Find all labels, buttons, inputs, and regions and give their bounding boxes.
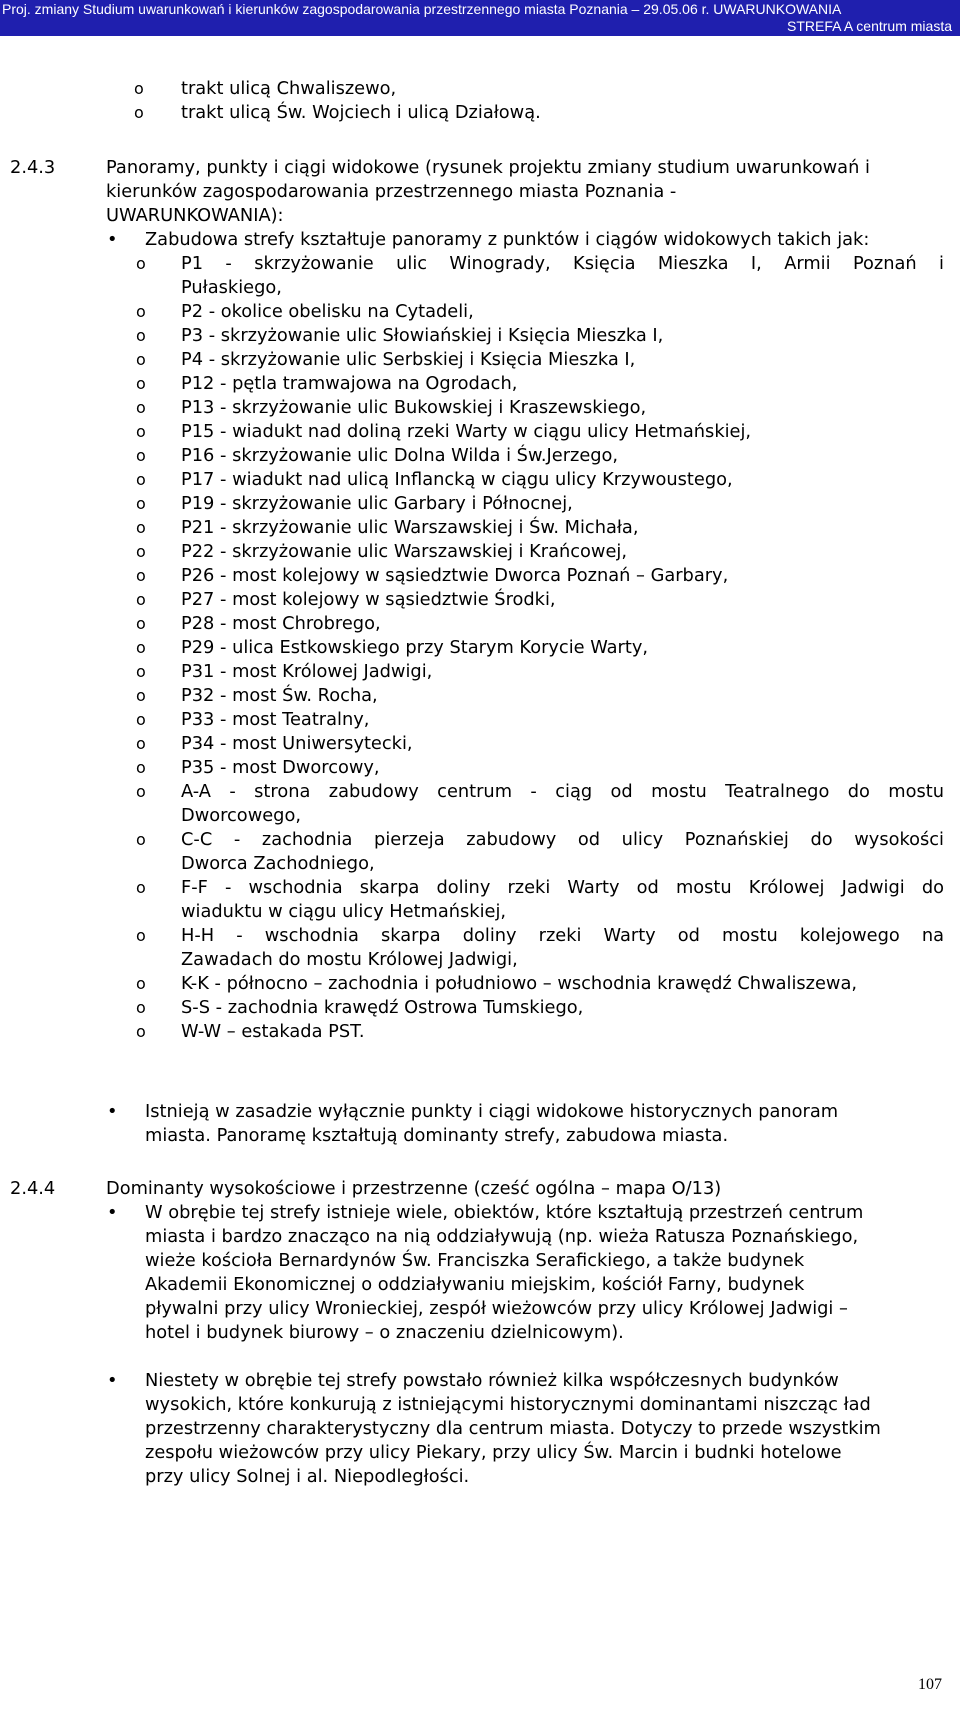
viewpoint-item: Pułaskiego,	[181, 277, 282, 298]
circle-bullet-icon: o	[136, 566, 146, 585]
viewpoint-item: C-C - zachodnia pierzeja zabudowy od ulicy Poznańskiej do wysokości	[181, 829, 944, 850]
viewpoint-item: P32 - most Św. Rocha,	[181, 685, 378, 706]
bullet-text: miasta i bardzo znacząco na nią oddziaływują (np. wieża Ratusza Poznańskiego,	[145, 1226, 859, 1247]
section-number: 2.4.3	[10, 157, 56, 178]
bullet-text: Istnieją w zasadzie wyłącznie punkty i ciągi widokowe historycznych panoram	[145, 1101, 839, 1122]
viewpoint-item: P33 - most Teatralny,	[181, 709, 370, 730]
circle-bullet-icon: o	[136, 998, 146, 1017]
bullet-text: wieże kościoła Bernardynów Św. Franciszka Serafickiego, a także budynek	[145, 1250, 805, 1271]
viewpoint-item: P4 - skrzyżowanie ulic Serbskiej i Księcia Mieszka I,	[181, 349, 636, 370]
viewpoint-item: P21 - skrzyżowanie ulic Warszawskiej i Św. Michała,	[181, 517, 639, 538]
circle-bullet-icon: o	[136, 326, 146, 345]
viewpoint-item: P13 - skrzyżowanie ulic Bukowskiej i Kraszewskiego,	[181, 397, 647, 418]
viewpoint-item: P16 - skrzyżowanie ulic Dolna Wilda i Św.Jerzego,	[181, 445, 619, 466]
header-zone-label: STREFA A centrum miasta	[787, 18, 952, 34]
viewpoint-item: P2 - okolice obelisku na Cytadeli,	[181, 301, 474, 322]
circle-bullet-icon: o	[134, 103, 144, 122]
bullet-text: pływalni przy ulicy Wronieckiej, zespół wieżowców przy ulicy Królowej Jadwigi –	[145, 1298, 848, 1319]
section-heading: Panoramy, punkty i ciągi widokowe (rysunek projektu zmiany studium uwarunkowań i	[106, 157, 870, 178]
circle-bullet-icon: o	[136, 830, 146, 849]
bullet-icon: •	[107, 1202, 118, 1223]
viewpoint-item: P3 - skrzyżowanie ulic Słowiańskiej i Księcia Mieszka I,	[181, 325, 664, 346]
circle-bullet-icon: o	[136, 302, 146, 321]
circle-bullet-icon: o	[136, 422, 146, 441]
section-heading: UWARUNKOWANIA):	[106, 205, 284, 226]
bullet-icon: •	[107, 1370, 118, 1391]
section-number: 2.4.4	[10, 1178, 56, 1199]
bullet-icon: •	[107, 1101, 118, 1122]
viewpoint-item: A-A - strona zabudowy centrum - ciąg od mostu Teatralnego do mostu	[181, 781, 944, 802]
viewpoint-item: P26 - most kolejowy w sąsiedztwie Dworca Poznań – Garbary,	[181, 565, 729, 586]
circle-bullet-icon: o	[136, 470, 146, 489]
bullet-text: Akademii Ekonomicznej o oddziaływaniu miejskim, kościół Farny, budynek	[145, 1274, 805, 1295]
viewpoint-item: P12 - pętla tramwajowa na Ogrodach,	[181, 373, 518, 394]
circle-bullet-icon: o	[136, 374, 146, 393]
viewpoint-item: Dworca Zachodniego,	[181, 853, 375, 874]
bullet-text: Niestety w obrębie tej strefy powstało również kilka współczesnych budynków	[145, 1370, 839, 1391]
header-document-title: Proj. zmiany Studium uwarunkowań i kierunków zagospodarowania przestrzennego miasta Poznania – 29.05.06 r. UWARUNKOWANIA	[2, 1, 842, 17]
viewpoint-item: P29 - ulica Estkowskiego przy Starym Korycie Warty,	[181, 637, 649, 658]
circle-bullet-icon: o	[136, 398, 146, 417]
circle-bullet-icon: o	[136, 446, 146, 465]
viewpoint-item: K-K - północno – zachodnia i południowo – wschodnia krawędź Chwaliszewa,	[181, 973, 858, 994]
viewpoint-item: H-H - wschodnia skarpa doliny rzeki Warty od mostu kolejowego na	[181, 925, 944, 946]
section-heading: kierunków zagospodarowania przestrzennego miasta Poznania -	[106, 181, 677, 202]
page-number: 107	[918, 1676, 942, 1693]
bullet-text: zespołu wieżowców przy ulicy Piekary, przy ulicy Św. Marcin i budnki hotelowe	[145, 1442, 842, 1463]
circle-bullet-icon: o	[136, 662, 146, 681]
circle-bullet-icon: o	[134, 79, 144, 98]
circle-bullet-icon: o	[136, 590, 146, 609]
viewpoint-item: P22 - skrzyżowanie ulic Warszawskiej i Krańcowej,	[181, 541, 628, 562]
viewpoint-item: F-F - wschodnia skarpa doliny rzeki Warty od mostu Królowej Jadwigi do	[181, 877, 944, 898]
circle-bullet-icon: o	[136, 494, 146, 513]
viewpoint-item: P19 - skrzyżowanie ulic Garbary i Północnej,	[181, 493, 573, 514]
circle-bullet-icon: o	[136, 710, 146, 729]
viewpoint-item: Zawadach do mostu Królowej Jadwigi,	[181, 949, 518, 970]
viewpoint-item: P1 - skrzyżowanie ulic Winogrady, Księcia Mieszka I, Armii Poznań i	[181, 253, 944, 274]
circle-bullet-icon: o	[136, 614, 146, 633]
circle-bullet-icon: o	[136, 734, 146, 753]
circle-bullet-icon: o	[136, 878, 146, 897]
bullet-text: przy ulicy Solnej i al. Niepodległości.	[145, 1466, 470, 1487]
viewpoint-item: S-S - zachodnia krawędź Ostrowa Tumskiego,	[181, 997, 584, 1018]
circle-bullet-icon: o	[136, 758, 146, 777]
bullet-text: miasta. Panoramę kształtują dominanty strefy, zabudowa miasta.	[145, 1125, 729, 1146]
viewpoint-item: P15 - wiadukt nad doliną rzeki Warty w ciągu ulicy Hetmańskiej,	[181, 421, 752, 442]
list-item: trakt ulicą Św. Wojciech i ulicą Działową.	[181, 102, 541, 123]
bullet-text: W obrębie tej strefy istnieje wiele, obiektów, które kształtują przestrzeń centrum	[145, 1202, 864, 1223]
circle-bullet-icon: o	[136, 1022, 146, 1041]
list-item: trakt ulicą Chwaliszewo,	[181, 78, 397, 99]
bullet-text: Zabudowa strefy kształtuje panoramy z punktów i ciągów widokowych takich jak:	[145, 229, 870, 250]
viewpoint-item: P31 - most Królowej Jadwigi,	[181, 661, 433, 682]
circle-bullet-icon: o	[136, 518, 146, 537]
bullet-text: hotel i budynek biurowy – o znaczeniu dzielnicowym).	[145, 1322, 624, 1343]
viewpoint-item: P35 - most Dworcowy,	[181, 757, 380, 778]
viewpoint-item: P34 - most Uniwersytecki,	[181, 733, 413, 754]
circle-bullet-icon: o	[136, 686, 146, 705]
circle-bullet-icon: o	[136, 254, 146, 273]
bullet-text: przestrzenny charakterystyczny dla centrum miasta. Dotyczy to przede wszystkim	[145, 1418, 881, 1439]
bullet-text: wysokich, które konkurują z istniejącymi historycznymi dominantami niszcząc ład	[145, 1394, 871, 1415]
circle-bullet-icon: o	[136, 638, 146, 657]
viewpoint-item: Dworcowego,	[181, 805, 301, 826]
circle-bullet-icon: o	[136, 782, 146, 801]
viewpoint-item: W-W – estakada PST.	[181, 1021, 365, 1042]
circle-bullet-icon: o	[136, 350, 146, 369]
circle-bullet-icon: o	[136, 926, 146, 945]
viewpoint-item: wiaduktu w ciągu ulicy Hetmańskiej,	[181, 901, 507, 922]
section-heading: Dominanty wysokościowe i przestrzenne (cześć ogólna – mapa O/13)	[106, 1178, 722, 1199]
circle-bullet-icon: o	[136, 974, 146, 993]
viewpoint-item: P17 - wiadukt nad ulicą Inflancką w ciągu ulicy Krzywoustego,	[181, 469, 733, 490]
circle-bullet-icon: o	[136, 542, 146, 561]
bullet-icon: •	[107, 229, 118, 250]
running-header	[0, 0, 960, 36]
viewpoint-item: P28 - most Chrobrego,	[181, 613, 381, 634]
viewpoint-item: P27 - most kolejowy w sąsiedztwie Środki,	[181, 589, 556, 610]
